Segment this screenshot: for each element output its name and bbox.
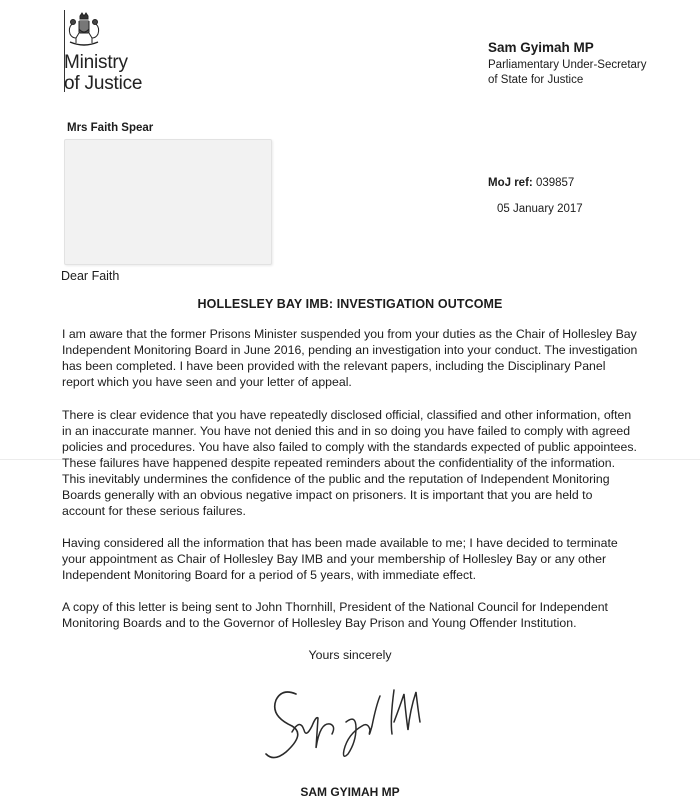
paragraph-line: your appointment as Chair of Hollesley Bay IMB and your membership of Hollesley Bay or any other <box>62 552 607 566</box>
paragraph-line: Monitoring Boards and to the Governor of Hollesley Bay Prison and Young Offender Institution. <box>62 616 577 630</box>
body-paragraph-1 <box>62 326 692 390</box>
paragraph-line: in an inaccurate manner. You have not denied this and in so doing you have failed to comply with agreed <box>62 424 631 438</box>
paragraph-line: policies and procedures. You have also failed to comply with the standards expected of public appointees. <box>62 440 637 454</box>
paragraph-line: Independent Monitoring Board in June 2016, pending an investigation into your conduct. The investigation <box>62 343 638 357</box>
sender-title-line2: of State for Justice <box>488 74 584 86</box>
handwritten-signature <box>262 672 442 764</box>
paragraph-line: account for these serious failures. <box>62 504 246 518</box>
body-paragraph-2 <box>62 407 692 519</box>
paragraph-line: Boards generally with an obvious negative impact on prisoners. It is important that you are held to <box>62 488 593 502</box>
salutation: Dear Faith <box>61 269 120 283</box>
sender-title-line1: Parliamentary Under-Secretary <box>488 59 647 71</box>
org-name-line1: Ministry <box>64 52 128 73</box>
paragraph-line: Having considered all the information that has been made available to me; I have decided to terminate <box>62 536 618 550</box>
body-paragraph-3 <box>62 535 692 583</box>
recipient-name: Mrs Faith Spear <box>67 122 154 134</box>
sender-title <box>488 58 688 88</box>
signee-name: SAM GYIMAH MP <box>300 785 400 799</box>
sender-name: Sam Gyimah MP <box>488 40 594 55</box>
reference-label: MoJ ref: <box>488 177 533 189</box>
paragraph-line: These failures have happened despite repeated reminders about the confidentiality of the information. <box>62 456 616 470</box>
redacted-address-box <box>64 139 272 265</box>
paragraph-line: There is clear evidence that you have repeatedly disclosed official, classified and other information, often <box>62 408 632 422</box>
royal-coat-of-arms-icon <box>64 12 104 50</box>
paragraph-line: Independent Monitoring Board for a period of 5 years, with immediate effect. <box>62 568 477 582</box>
letter-date: 05 January 2017 <box>497 203 583 215</box>
closing: Yours sincerely <box>308 648 392 662</box>
paragraph-line: has been completed. I have been provided with the relevant papers, including the Disciplinary Panel <box>62 359 606 373</box>
letter-heading: HOLLESLEY BAY IMB: INVESTIGATION OUTCOME <box>197 297 503 311</box>
paragraph-line: This inevitably undermines the confidence of the public and the reputation of Independent Monitoring <box>62 472 610 486</box>
paragraph-line: I am aware that the former Prisons Minister suspended you from your duties as the Chair of Hollesley Bay <box>62 327 637 341</box>
reference <box>488 177 574 189</box>
body-paragraph-4 <box>62 599 692 631</box>
paragraph-line: A copy of this letter is being sent to John Thornhill, President of the National Council for Independent <box>62 600 608 614</box>
paragraph-line: report which you have seen and your letter of appeal. <box>62 375 352 389</box>
reference-value: 039857 <box>535 177 575 189</box>
ministry-logo-text <box>64 52 142 94</box>
org-name-line2: of Justice <box>64 73 143 94</box>
